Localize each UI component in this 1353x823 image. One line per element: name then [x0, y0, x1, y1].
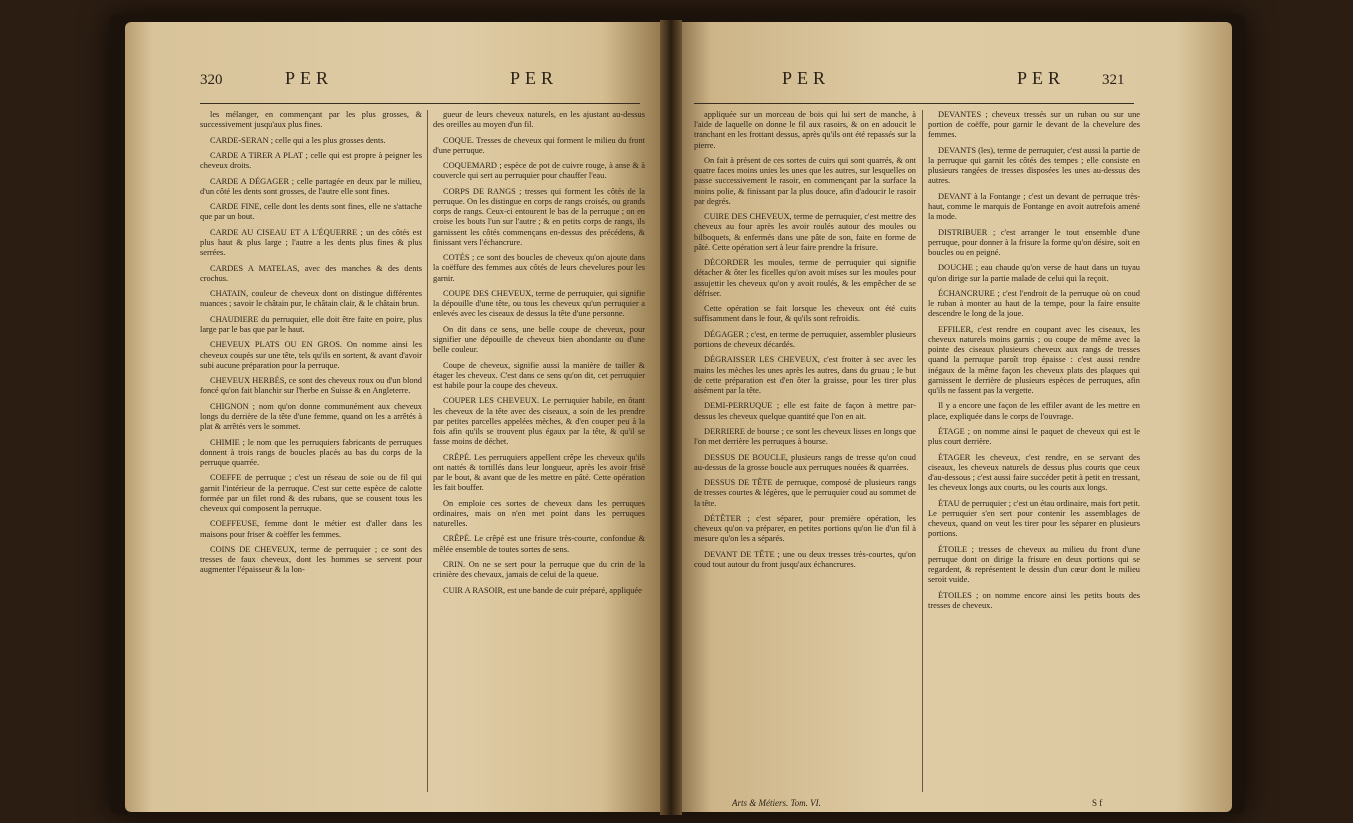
entry-paragraph: On emploie ces sortes de cheveux dans les perruques ordinaires, mais on n'en met point dans les perruques naturelles. [433, 498, 645, 528]
entry-paragraph: CRIN. On ne se sert pour la perruque que du crin de la crinière des chevaux, jamais de celui de la queue. [433, 559, 645, 580]
entry-paragraph: COUPER LES CHEVEUX. Le perruquier habile, en ôtant les cheveux de la tête avec des ciseaux, a soin de les prendre par petites parcelles appelées mèches, & d'en couper peu à la fois afin qu'ils se trouvent plus égaux par la tête, & qu'il se fasse moins de déchet. [433, 396, 645, 447]
entry-paragraph: CUIRE DES CHEVEUX, terme de perruquier, c'est mettre des cheveux au four après les avoir roulés autour des moules ou bilboquets, & enfermés dans une pâte de son, faite en forme de pâté. Cette opération sert à leur faire prendre la frisure. [694, 212, 916, 252]
running-head-left-1: PER [285, 68, 334, 88]
entry-paragraph: gueur de leurs cheveux naturels, en les ajustant au-dessus des oreilles au moyen d'un fil. [433, 110, 645, 130]
entry-paragraph: COEFFE de perruque ; c'est un réseau de soie ou de fil qui garnit l'intérieur de la perruque. C'est sur cette espèce de calotte formée par un filet rond & des rubans, que se cousent tous les cheveux qui composent la perruque. [200, 473, 422, 513]
entry-paragraph: DESSUS DE BOUCLE, plusieurs rangs de tresse qu'on coud au-dessus de la grosse boucle aux perruques nouées & quarrées. [694, 452, 916, 472]
entry-paragraph: ÉTOILES ; on nomme encore ainsi les petits bouts des tresses de cheveux. [928, 590, 1140, 610]
entry-paragraph: les mélanger, en commençant par les plus grosses, & successivement jusqu'aux plus fines. [200, 110, 422, 130]
page-number-left: 320 [200, 72, 223, 88]
entry-paragraph: DEVANT à la Fontange ; c'est un devant de perruque très-haut, comme le marquis de Fontange en avoit autrefois amené la mode. [928, 191, 1140, 222]
column-divider [427, 110, 428, 792]
book-gutter [660, 20, 682, 815]
entry-paragraph: COQUE. Tresses de cheveux qui forment le milieu du front d'une perruque. [433, 135, 645, 155]
signature-mark: S f [1092, 798, 1103, 808]
header-rule [200, 103, 640, 104]
running-head-left-2: PER [510, 68, 559, 88]
entry-paragraph: CHAUDIERE du perruquier, elle doit être faite en poire, plus large par le bas que par le haut. [200, 314, 422, 334]
entry-paragraph: DERRIERE de bourse ; ce sont les cheveux lisses en longs que l'on met derrière les perruques à bourse. [694, 426, 916, 447]
entry-paragraph: COTÉS ; ce sont des boucles de cheveux qu'on ajoute dans la coëffure des femmes aux côtés de leurs chevelures pour les garnir. [433, 253, 645, 283]
entry-paragraph: CRÊPÉ. Les perruquiers appellent crêpe les cheveux qu'ils ont nattés & tortillés dans leur longueur, après les avoir frisé par le bout, & avant que de les mettre en pâté. Cette opération les fait bouffer. [433, 452, 645, 493]
entry-paragraph: CRÊPÉ. Le crêpé est une frisure très-courte, confondue & mêlée ensemble de toutes sortes de sens. [433, 534, 645, 554]
entry-paragraph: ÉTOILE ; tresses de cheveux au milieu du front d'une perruque dont on dirige la frisure en deux portions qui se regardent, & représentent le dessin d'un cœur dont le milieu seroit vuide. [928, 544, 1140, 585]
entry-paragraph: DÉGAGER ; c'est, en terme de perruquier, assembler plusieurs portions de cheveux décardés. [694, 329, 916, 349]
entry-paragraph: ÉTAGER les cheveux, c'est rendre, en se servant des ciseaux, les cheveux naturels de dessus plus courts que ceux d'au-dessous ; c'est aussi faire succéder petit à petit en tressant, les cheveux longs aux courts, ou les courts aux longs. [928, 452, 1140, 493]
entry-paragraph: CHIGNON ; nom qu'on donne communément aux cheveux longs du derrière de la tête d'une femme, quand on les a arrêtés à plat & arrêtés vers le sommet. [200, 401, 422, 432]
entry-paragraph: DEMI-PERRUQUE ; elle est faite de façon à mettre par-dessus les cheveux quelque quantité que l'on en ait. [694, 401, 916, 421]
header-rule [694, 103, 1134, 104]
entry-paragraph: DEVANTES ; cheveux tressés sur un ruban ou sur une portion de coëffe, pour garnir le devant de la chevelure des femmes. [928, 110, 1140, 140]
entry-paragraph: CORPS DE RANGS ; tresses qui forment les côtés de la perruque. On les distingue en corps de rangs croisés, ou grands corps de rangs. Ceux-ci entourent le bas de la perruque ; on en croise les bouts l'un sur l'autre ; & en petits corps de rangs, ils garnissent les côtés commençans en-dessus des précédens, & finissant vers l'échancrure. [433, 186, 645, 247]
right-page-column-1 [694, 110, 916, 575]
left-page-column-1 [200, 110, 422, 581]
running-head-right-1: PER [782, 68, 831, 88]
column-divider [922, 110, 923, 792]
entry-paragraph: DÉCORDER les moules, terme de perruquier qui signifie détacher & ôter les ficelles qu'on avoit mises sur les moules pour assujettir les cheveux qu'on y avoit roulés, & les empêcher de se défriser. [694, 258, 916, 298]
entry-paragraph: CUIR A RASOIR, est une bande de cuir préparé, appliquée [443, 585, 642, 595]
entry-paragraph: Cette opération se fait lorsque les cheveux ont été cuits suffisamment dans le four, & qu'ils sont refroidis. [694, 304, 916, 324]
entry-paragraph: Il y a encore une façon de les effiler avant de les mettre en place, expliquée dans le corps de l'ouvrage. [928, 401, 1140, 421]
running-head-right-2: PER [1017, 68, 1066, 88]
page-number-right: 321 [1102, 72, 1125, 88]
entry-paragraph: CARDE FINE, celle dont les dents sont fines, elle ne s'attache que par un bout. [200, 202, 422, 222]
entry-paragraph: DÉGRAISSER LES CHEVEUX, c'est frotter à sec avec les mains les mèches les unes après les autres, dans du gruau ; le but de cette préparation est d'en ôter la graisse, pour les tirer plus aisément par la tête. [694, 355, 916, 395]
entry-paragraph: DEVANT DE TÊTE ; une ou deux tresses très-courtes, qu'on coud tout autour du front jusqu'aux échancrures. [694, 549, 916, 569]
entry-paragraph: COQUEMARD ; espèce de pot de cuivre rouge, à anse & à couvercle qui sert au perruquier pour chauffer l'eau. [433, 161, 645, 181]
entry-paragraph: DOUCHE ; eau chaude qu'on verse de haut dans un tuyau qu'on dirige sur la partie malade de celui qui la reçoit. [928, 263, 1140, 283]
right-page [672, 22, 1232, 812]
entry-paragraph: ÉTAGE ; on nomme ainsi le paquet de cheveux qui est le plus court derrière. [928, 426, 1140, 447]
entry-paragraph: EFFILER, c'est rendre en coupant avec les ciseaux, les cheveux naturels moins garnis ; ou coupe de même avec la pointe des ciseaux plusieurs cheveux aux rangs de tresses quand la perruque paroît trop épaisse : c'est aussi rendre inégaux de la même façon les cheveux plats des plaques qui garnissent le derrière de plusieurs espèces de perruques, afin qu'ils ne fassent pas la vergette. [928, 324, 1140, 395]
entry-paragraph: appliquée sur un morceau de bois qui lui sert de manche, à l'aide de laquelle on donne le fil aux rasoirs, & on en adoucit le tranchant en les frottant dessus, après qu'ils ont été repassés sur la pierre. [694, 110, 916, 150]
right-page-column-2 [928, 110, 1140, 616]
entry-paragraph: DEVANTS (les), terme de perruquier, c'est aussi la partie de la perruque qui garnit les côtés des tempes ; elle consiste en plusieurs rangées de tresses disposées les unes au-dessus des autres. [928, 145, 1140, 186]
entry-paragraph: Coupe de cheveux, signifie aussi la manière de tailler & étager les cheveux. C'est dans ce sens qu'on dit, cet perruquier est habile pour la coupe des cheveux. [433, 360, 645, 390]
entry-paragraph: CARDE-SERAN ; celle qui a les plus grosses dents. [210, 135, 386, 145]
entry-paragraph: CHEVEUX HERBÉS, ce sont des cheveux roux ou d'un blond foncé qu'on fait blanchir sur l'herbe en Suisse & en Angleterre. [200, 376, 422, 396]
entry-paragraph: COINS DE CHEVEUX, terme de perruquier ; ce sont des tresses de faux cheveux, dont les hommes se servent pour augmenter l'épaisseur & la lon- [200, 544, 422, 575]
entry-paragraph: COEFFEUSE, femme dont le métier est d'aller dans les maisons pour friser & coëffer les femmes. [200, 519, 422, 539]
left-page [125, 22, 667, 812]
entry-paragraph: CARDE A TIRER A PLAT ; celle qui est propre à peigner les cheveux droits. [200, 150, 422, 171]
entry-paragraph: COUPE DES CHEVEUX, terme de perruquier, qui signifie la dépouille d'une tête, ou tous les cheveux qu'un perruquier a enlevés avec les ciseaux de dessus la tête d'une personne. [433, 288, 645, 319]
signature-line: Arts & Métiers. Tom. VI. [732, 798, 821, 808]
left-page-column-2 [433, 110, 645, 601]
entry-paragraph: CHIMIE ; le nom que les perruquiers fabricants de perruques donnent à trois rangs de boucles placés au bas du corps de la perruque quarrée. [200, 437, 422, 467]
entry-paragraph: CHEVEUX PLATS OU EN GROS. On nomme ainsi les cheveux coupés sur une tête, tels qu'ils en sortent, & avant d'avoir subi aucune préparation pour la perruque. [200, 340, 422, 370]
entry-paragraph: ÉTAU de perruquier ; c'est un étau ordinaire, mais fort petit. Le perruquier s'en sert pour contenir les assemblages de cheveux, quand on veut les tirer pour les séparer en plusieurs portions. [928, 498, 1140, 539]
entry-paragraph: CARDES A MATELAS, avec des manches & des dents crochus. [200, 263, 422, 283]
entry-paragraph: CARDE A DÉGAGER ; celle partagée en deux par le milieu, d'un côté les dents sont grosses, de l'autre elle sont fines. [200, 176, 422, 196]
entry-paragraph: On fait à présent de ces sortes de cuirs qui sont quarrés, & ont quatre faces moins unies les unes que les autres, sur lesquelles on passe successivement le rasoir, en commençant par la surface la moins polie, & finissant par la plus douce, afin d'adoucir le rasoir par degrés. [694, 156, 916, 206]
entry-paragraph: CHATAIN, couleur de cheveux dont on distingue différentes nuances ; savoir le châtain pur, le châtain clair, & le châtain brun. [200, 289, 422, 309]
entry-paragraph: ÉCHANCRURE ; c'est l'endroit de la perruque où on coud le ruban à monter au haut de la tempe, pour la faire ensuite descendre le long de la joue. [928, 288, 1140, 319]
entry-paragraph: DISTRIBUER ; c'est arranger le tout ensemble d'une perruque, pour donner à la frisure la forme qu'on désire, soit en boucles ou en peigné. [928, 227, 1140, 257]
entry-paragraph: DESSUS DE TÊTE de perruque, composé de plusieurs rangs de tresses courtes & légères, que le perruquier coud au sommet de la tête. [694, 478, 916, 508]
entry-paragraph: On dit dans ce sens, une belle coupe de cheveux, pour signifier une dépouille de cheveux bien abondante ou d'une belle couleur. [433, 324, 645, 355]
entry-paragraph: DÉTÊTER ; c'est séparer, pour première opération, les cheveux qu'on va préparer, en petites portions qu'on lie d'un fil à mesure qu'on les a séparés. [694, 513, 916, 544]
entry-paragraph: CARDE AU CISEAU ET A L'ÉQUERRE ; un des côtés est plus haut & plus large ; l'autre a les dents plus fines & plus serrées. [200, 227, 422, 258]
